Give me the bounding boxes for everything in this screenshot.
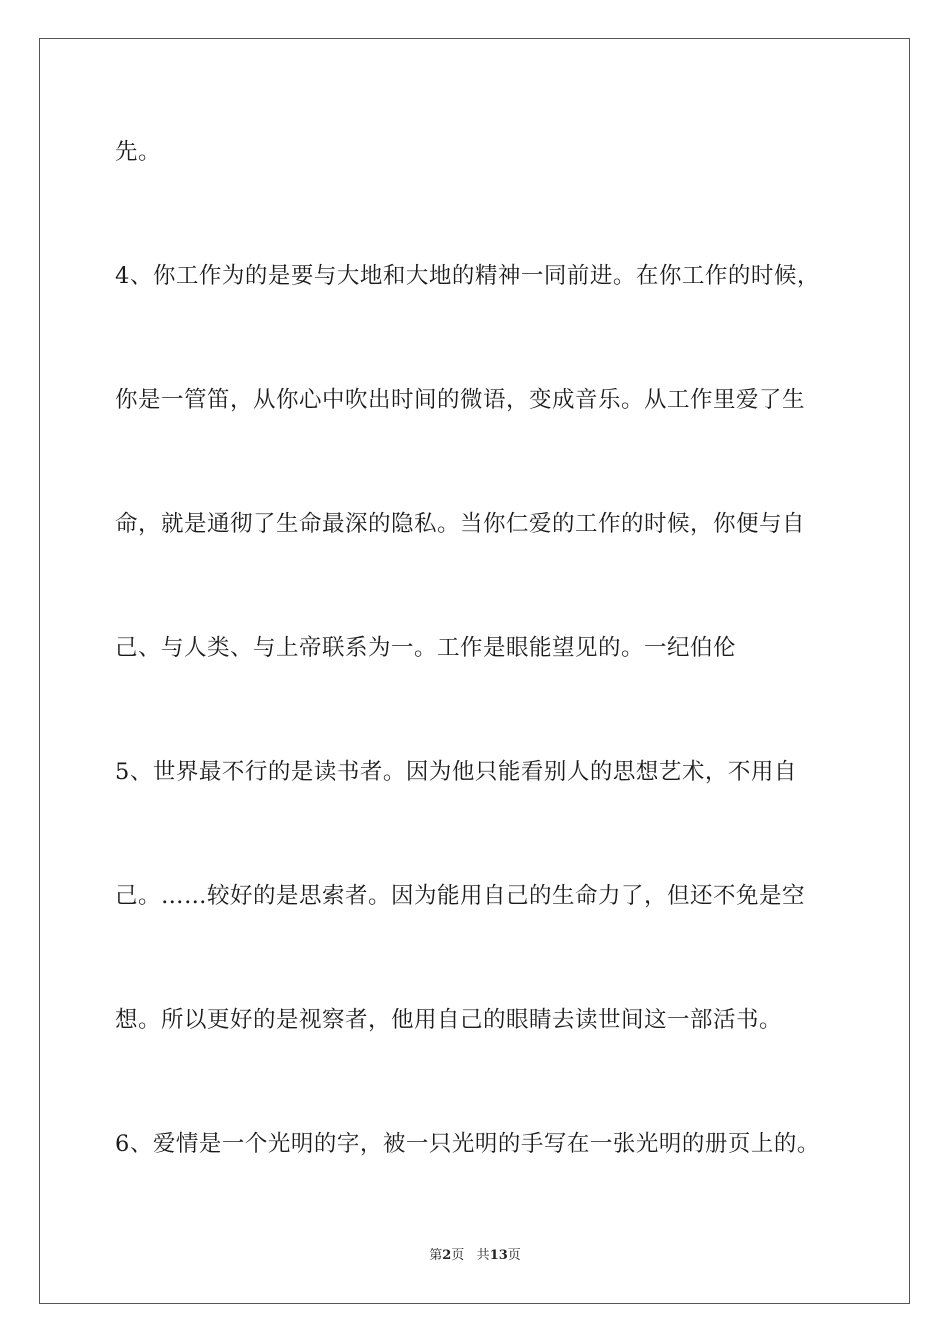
text-line: 己、与人类、与上帝联系为一。工作是眼能望见的。一纪伯伦 — [115, 635, 737, 661]
text-line: 你是一管笛，从你心中吹出时间的微语，变成音乐。从工作里爱了生 — [115, 387, 806, 413]
page-label-prefix: 第 — [429, 1248, 443, 1263]
current-page-number: 2 — [442, 1248, 452, 1263]
text-line: 命，就是通彻了生命最深的隐私。当你仁爱的工作的时候，你便与自 — [115, 511, 806, 537]
total-label-suffix: 页 — [507, 1248, 521, 1263]
total-pages-number: 13 — [489, 1248, 508, 1263]
page-label-suffix: 页 — [451, 1248, 465, 1263]
text-line: 6、爱情是一个光明的字，被一只光明的手写在一张光明的册页上的。 — [115, 1131, 820, 1157]
page-footer — [0, 1247, 950, 1265]
text-line: 想。所以更好的是视察者，他用自己的眼睛去读世间这一部活书。 — [115, 1007, 783, 1033]
text-line: 己。……较好的是思索者。因为能用自己的生命力了，但还不免是空 — [115, 883, 806, 909]
total-label-prefix: 共 — [476, 1248, 490, 1263]
text-line: 先。 — [115, 139, 162, 165]
page-border — [39, 38, 910, 1304]
text-line: 5、世界最不行的是读书者。因为他只能看别人的思想艺术，不用自 — [115, 759, 797, 785]
text-line: 4、你工作为的是要与大地和大地的精神一同前进。在你工作的时候， — [115, 263, 820, 289]
